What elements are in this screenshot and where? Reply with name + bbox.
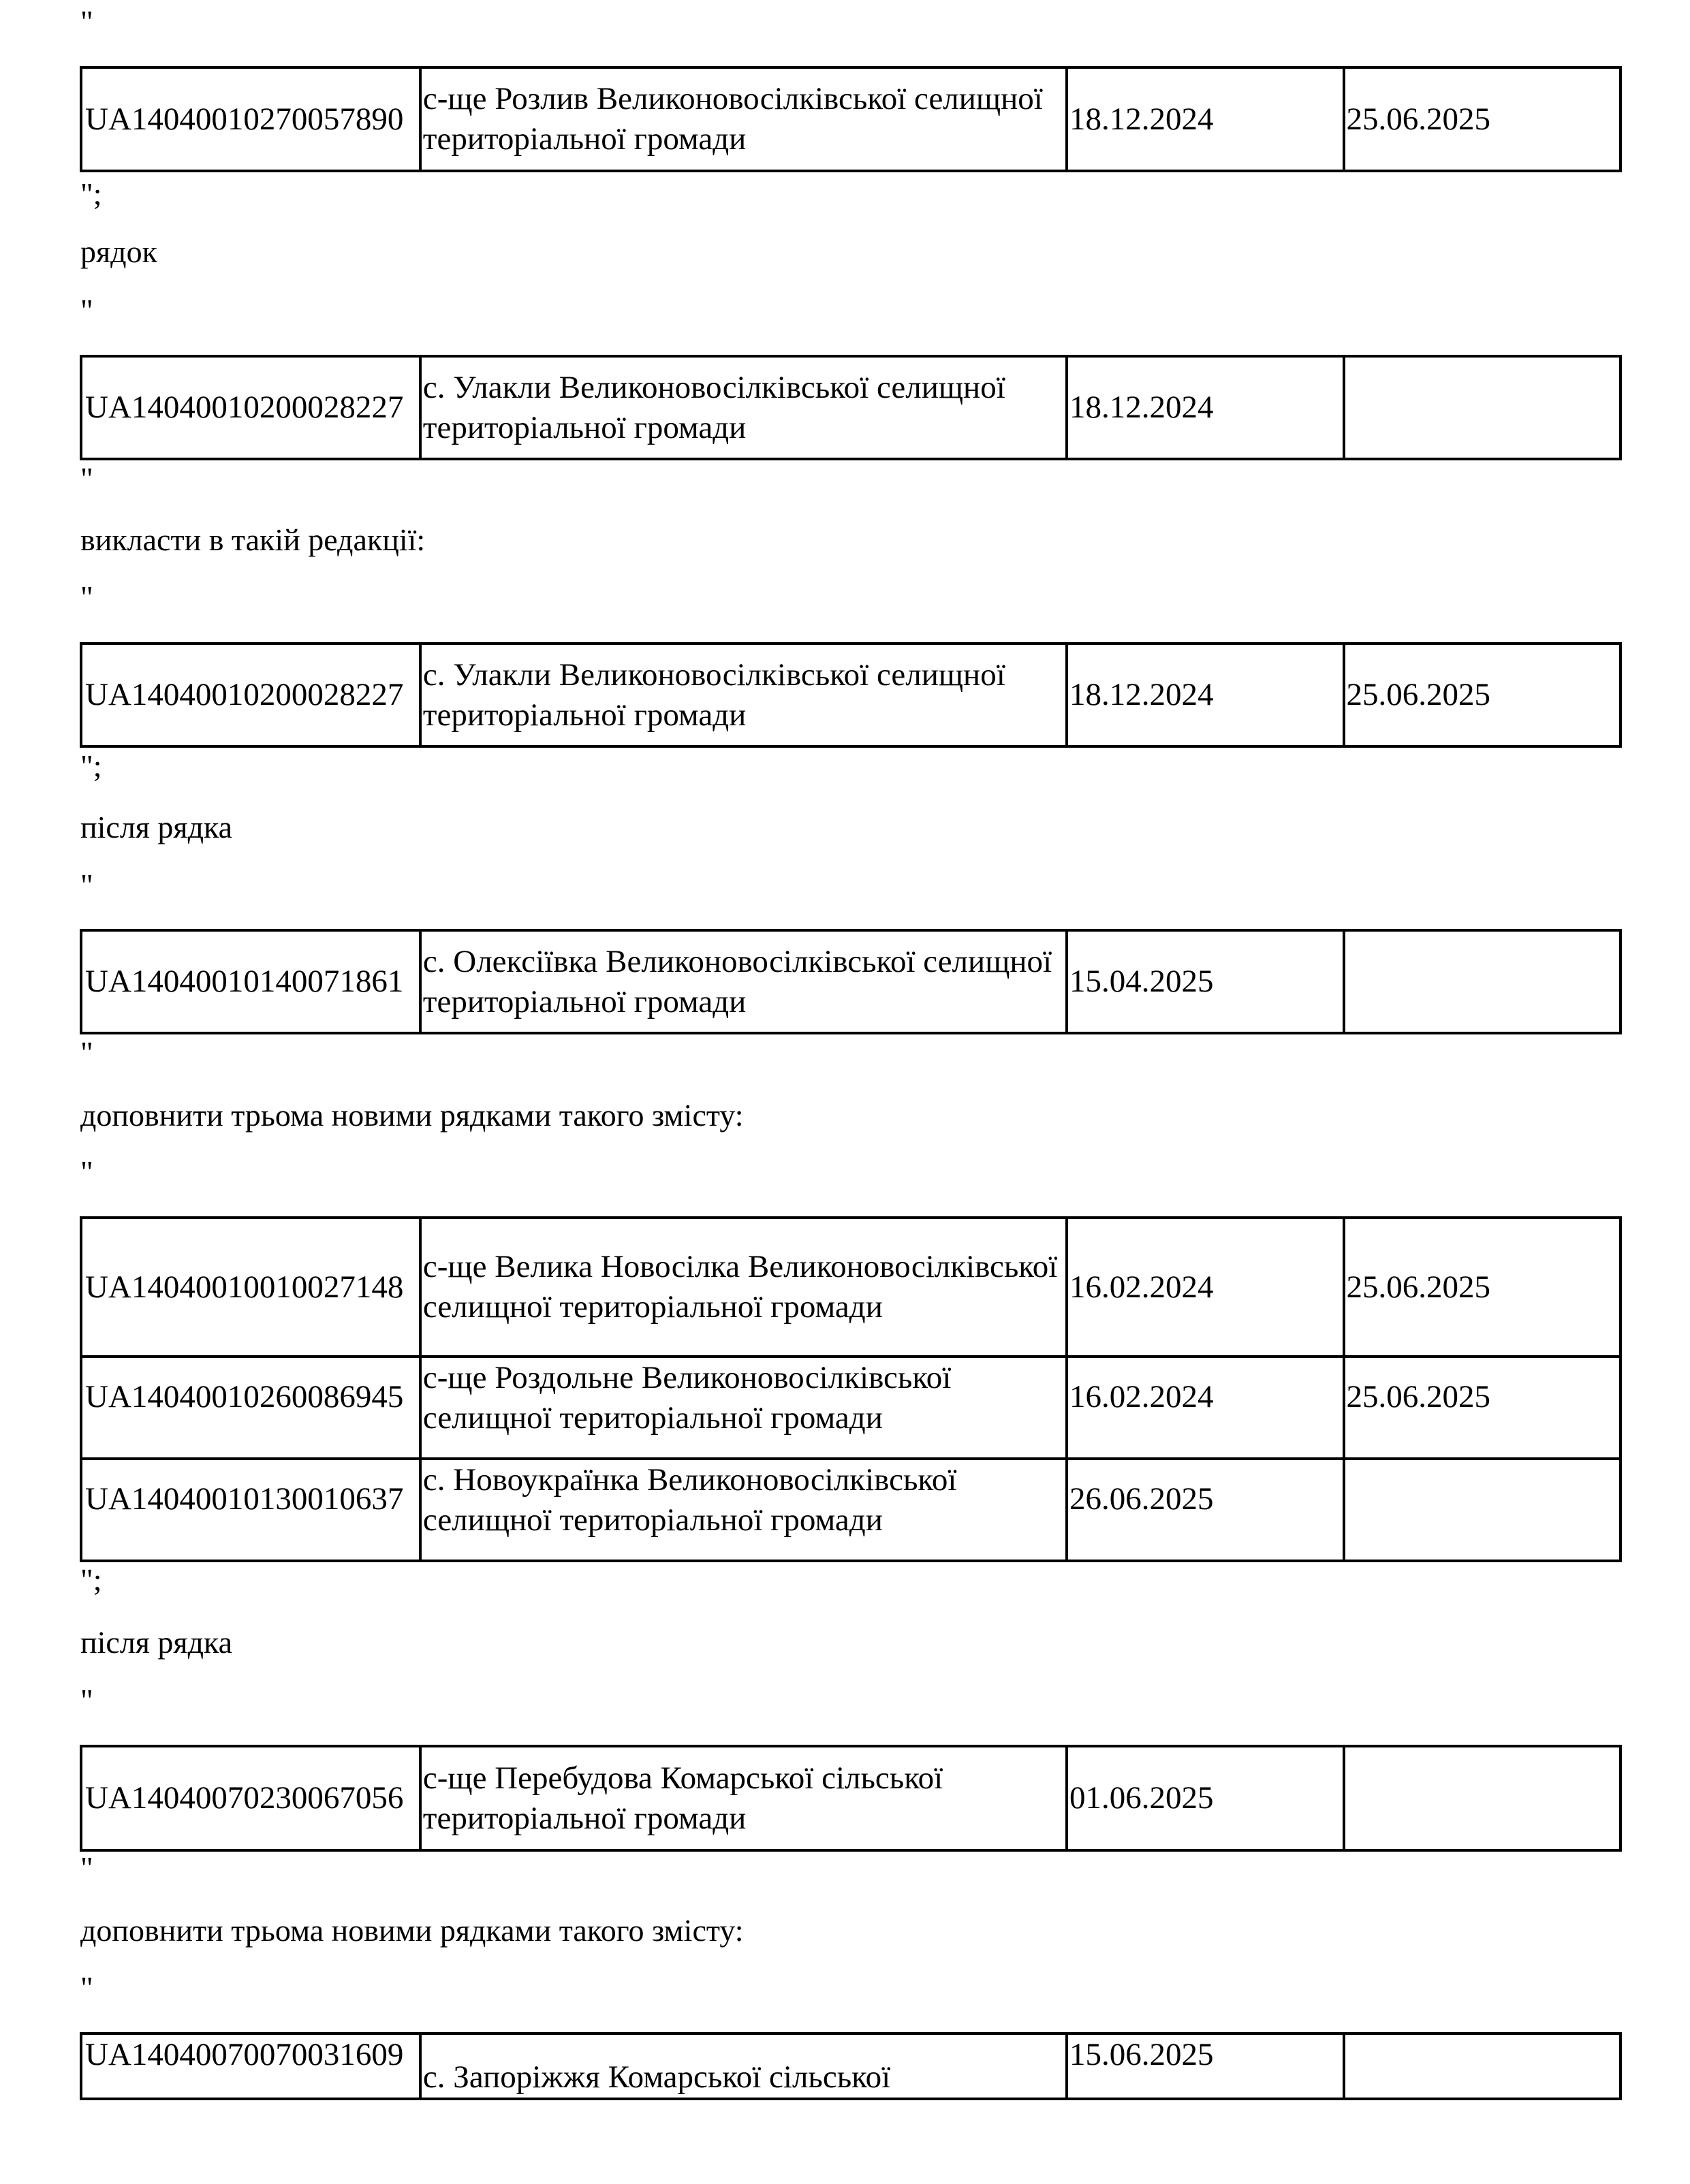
opening-quote: " <box>80 293 93 328</box>
opening-quote: " <box>80 868 93 902</box>
instruction-text: викласти в такій редакції: <box>80 522 426 557</box>
opening-quote: " <box>80 580 93 614</box>
amendment-table <box>80 2032 1622 2100</box>
table-row <box>81 1459 1621 1561</box>
table-row <box>81 67 1621 171</box>
end-date <box>1344 1459 1621 1561</box>
closing-quote: "; <box>80 748 102 783</box>
end-date <box>1344 930 1621 1033</box>
amendment-table <box>80 1216 1622 1562</box>
start-date: 18.12.2024 <box>1067 67 1343 171</box>
table-row <box>81 356 1621 459</box>
end-date: 25.06.2025 <box>1344 67 1621 171</box>
territory-code: UA14040010270057890 <box>81 67 420 171</box>
territory-code: UA14040070230067056 <box>81 1746 420 1850</box>
territory-name: с. Улакли Великоновосілківської селищної територіальної громади <box>420 356 1067 459</box>
territory-name: с-ще Велика Новосілка Великоновосілківської селищної територіальної громади <box>420 1218 1067 1357</box>
closing-quote: " <box>80 461 93 496</box>
territory-code: UA14040010260086945 <box>81 1357 420 1459</box>
territory-name: с. Запоріжжя Комарської сільської <box>420 2033 1067 2099</box>
closing-quote: "; <box>80 176 102 211</box>
end-date: 25.06.2025 <box>1344 1357 1621 1459</box>
table-row <box>81 1746 1621 1850</box>
instruction-text: рядок <box>80 234 157 269</box>
end-date: 25.06.2025 <box>1344 644 1621 746</box>
territory-name: с. Олексіївка Великоновосілківської селищної територіальної громади <box>420 930 1067 1033</box>
amendment-table <box>80 66 1622 172</box>
table-row <box>81 1357 1621 1459</box>
opening-quote: " <box>80 1154 93 1189</box>
instruction-text: після рядка <box>80 810 233 844</box>
territory-code: UA14040010200028227 <box>81 644 420 746</box>
instruction-text: після рядка <box>80 1625 233 1660</box>
territory-name: с-ще Роздольне Великоновосілківської селищної територіальної громади <box>420 1357 1067 1459</box>
table-row <box>81 930 1621 1033</box>
territory-code: UA14040010140071861 <box>81 930 420 1033</box>
territory-code: UA14040010010027148 <box>81 1218 420 1357</box>
territory-name: с. Улакли Великоновосілківської селищної територіальної громади <box>420 644 1067 746</box>
start-date: 18.12.2024 <box>1067 644 1343 746</box>
territory-code: UA14040010130010637 <box>81 1459 420 1561</box>
territory-code: UA14040070070031609 <box>81 2033 420 2099</box>
start-date: 26.06.2025 <box>1067 1459 1343 1561</box>
end-date: 25.06.2025 <box>1344 1218 1621 1357</box>
start-date: 18.12.2024 <box>1067 356 1343 459</box>
table-row <box>81 1218 1621 1357</box>
table-row <box>81 644 1621 746</box>
territory-name: с-ще Перебудова Комарської сільської територіальної громади <box>420 1746 1067 1850</box>
opening-quote: " <box>80 1683 93 1718</box>
amendment-table <box>80 1745 1622 1852</box>
table-row <box>81 2033 1621 2099</box>
amendment-table <box>80 642 1622 748</box>
opening-quote: " <box>80 4 93 39</box>
instruction-text: доповнити трьома новими рядками такого змісту: <box>80 1098 744 1133</box>
start-date: 01.06.2025 <box>1067 1746 1343 1850</box>
end-date <box>1344 2033 1621 2099</box>
start-date: 15.04.2025 <box>1067 930 1343 1033</box>
start-date: 16.02.2024 <box>1067 1357 1343 1459</box>
territory-code: UA14040010200028227 <box>81 356 420 459</box>
opening-quote: " <box>80 1970 93 2005</box>
territory-name: с. Новоукраїнка Великоновосілківської селищної територіальної громади <box>420 1459 1067 1561</box>
end-date <box>1344 1746 1621 1850</box>
start-date: 16.02.2024 <box>1067 1218 1343 1357</box>
closing-quote: "; <box>80 1562 102 1597</box>
territory-name: с-ще Розлив Великоновосілківської селищної територіальної громади <box>420 67 1067 171</box>
instruction-text: доповнити трьома новими рядками такого змісту: <box>80 1913 744 1948</box>
closing-quote: " <box>80 1035 93 1070</box>
amendment-table <box>80 929 1622 1034</box>
start-date: 15.06.2025 <box>1067 2033 1343 2099</box>
amendment-table <box>80 355 1622 460</box>
end-date <box>1344 356 1621 459</box>
closing-quote: " <box>80 1850 93 1885</box>
